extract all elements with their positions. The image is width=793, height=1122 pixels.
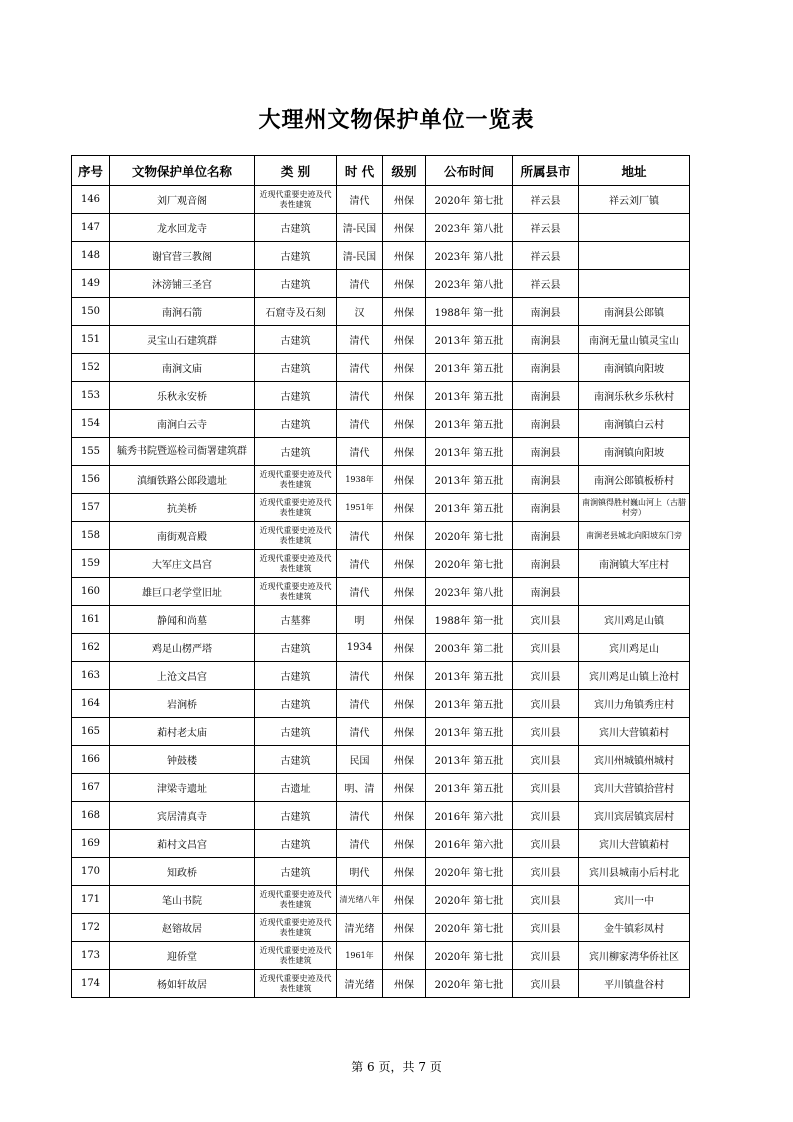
table-row — [72, 606, 690, 634]
cell-index: 173 — [72, 942, 110, 970]
cell-level: 州保 — [383, 522, 426, 550]
column-header: 地址 — [579, 156, 690, 186]
cell-type: 古建筑 — [255, 746, 337, 774]
cell-addr: 南涧镇向阳坡 — [579, 354, 690, 382]
cell-index: 148 — [72, 242, 110, 270]
cell-index: 155 — [72, 438, 110, 466]
table-row — [72, 578, 690, 606]
cell-name: 静闻和尚墓 — [110, 606, 255, 634]
cell-era: 明、清 — [337, 774, 383, 802]
column-header: 所属县市 — [513, 156, 579, 186]
cell-era: 汉 — [337, 298, 383, 326]
cell-type: 古遗址 — [255, 774, 337, 802]
cell-era: 清代 — [337, 830, 383, 858]
cell-index: 149 — [72, 270, 110, 298]
cell-type: 古建筑 — [255, 802, 337, 830]
cell-level: 州保 — [383, 802, 426, 830]
cell-era: 清代 — [337, 718, 383, 746]
cell-index: 150 — [72, 298, 110, 326]
cell-index: 161 — [72, 606, 110, 634]
cell-county: 宾川县 — [513, 914, 579, 942]
cell-index: 169 — [72, 830, 110, 858]
cell-date: 2020年 第七批 — [426, 970, 513, 998]
cell-date: 2020年 第七批 — [426, 942, 513, 970]
cell-type: 近现代重要史迹及代表性建筑 — [255, 186, 337, 214]
cell-type: 近现代重要史迹及代表性建筑 — [255, 914, 337, 942]
cell-county: 南涧县 — [513, 438, 579, 466]
table-row — [72, 242, 690, 270]
cell-date: 2023年 第八批 — [426, 578, 513, 606]
cell-level: 州保 — [383, 634, 426, 662]
column-header: 类 别 — [255, 156, 337, 186]
cell-county: 宾川县 — [513, 886, 579, 914]
cell-addr: 南涧无量山镇灵宝山 — [579, 326, 690, 354]
table-row — [72, 914, 690, 942]
cell-county: 宾川县 — [513, 970, 579, 998]
cell-level: 州保 — [383, 606, 426, 634]
table-row — [72, 634, 690, 662]
cell-date: 2003年 第二批 — [426, 634, 513, 662]
cell-level: 州保 — [383, 270, 426, 298]
cell-county: 宾川县 — [513, 718, 579, 746]
cell-type: 古建筑 — [255, 438, 337, 466]
cell-addr: 宾川大营镇萂村 — [579, 718, 690, 746]
cell-county: 宾川县 — [513, 690, 579, 718]
cell-date: 2013年 第五批 — [426, 438, 513, 466]
column-header: 级别 — [383, 156, 426, 186]
cell-type: 古建筑 — [255, 410, 337, 438]
cell-level: 州保 — [383, 942, 426, 970]
cell-index: 153 — [72, 382, 110, 410]
cell-date: 2013年 第五批 — [426, 354, 513, 382]
cell-type: 古建筑 — [255, 214, 337, 242]
cell-addr: 宾川鸡足山镇 — [579, 606, 690, 634]
cell-date: 2020年 第七批 — [426, 550, 513, 578]
cell-date: 2013年 第五批 — [426, 494, 513, 522]
cell-name: 龙水回龙寺 — [110, 214, 255, 242]
cell-name: 抗美桥 — [110, 494, 255, 522]
cell-addr: 宾川鸡足山镇上沧村 — [579, 662, 690, 690]
cell-type: 古建筑 — [255, 858, 337, 886]
cell-county: 南涧县 — [513, 354, 579, 382]
cell-name: 雄巨口老学堂旧址 — [110, 578, 255, 606]
cell-era: 清代 — [337, 578, 383, 606]
table-row — [72, 550, 690, 578]
table-row — [72, 382, 690, 410]
cell-addr: 宾川大营镇拾营村 — [579, 774, 690, 802]
table-row — [72, 466, 690, 494]
cell-addr: 宾川大营镇萂村 — [579, 830, 690, 858]
cell-name: 知政桥 — [110, 858, 255, 886]
cell-addr: 宾川县城南小后村北 — [579, 858, 690, 886]
cell-era: 清代 — [337, 438, 383, 466]
cell-date: 2020年 第七批 — [426, 186, 513, 214]
cell-addr — [579, 578, 690, 606]
cell-addr — [579, 214, 690, 242]
cell-type: 近现代重要史迹及代表性建筑 — [255, 550, 337, 578]
cell-date: 2013年 第五批 — [426, 410, 513, 438]
cell-county: 宾川县 — [513, 774, 579, 802]
cell-level: 州保 — [383, 550, 426, 578]
cell-addr — [579, 270, 690, 298]
cell-name: 南涧文庙 — [110, 354, 255, 382]
cell-era: 清代 — [337, 354, 383, 382]
cell-date: 2020年 第七批 — [426, 914, 513, 942]
cell-index: 168 — [72, 802, 110, 830]
cell-level: 州保 — [383, 186, 426, 214]
cell-type: 古墓葬 — [255, 606, 337, 634]
cell-county: 南涧县 — [513, 494, 579, 522]
cell-county: 宾川县 — [513, 634, 579, 662]
cell-county: 宾川县 — [513, 606, 579, 634]
cell-county: 南涧县 — [513, 410, 579, 438]
cell-level: 州保 — [383, 438, 426, 466]
cell-addr: 南涧公郎镇板桥村 — [579, 466, 690, 494]
cell-level: 州保 — [383, 914, 426, 942]
cell-name: 刘厂观音阁 — [110, 186, 255, 214]
cell-date: 2013年 第五批 — [426, 774, 513, 802]
cell-name: 岩涧桥 — [110, 690, 255, 718]
cell-county: 南涧县 — [513, 550, 579, 578]
cell-county: 祥云县 — [513, 214, 579, 242]
table-row — [72, 858, 690, 886]
cell-level: 州保 — [383, 718, 426, 746]
cell-era: 清代 — [337, 326, 383, 354]
cell-era: 清-民国 — [337, 214, 383, 242]
table-row — [72, 970, 690, 998]
cell-index: 166 — [72, 746, 110, 774]
cell-type: 古建筑 — [255, 662, 337, 690]
cell-level: 州保 — [383, 578, 426, 606]
table-row — [72, 802, 690, 830]
cell-era: 民国 — [337, 746, 383, 774]
cell-index: 147 — [72, 214, 110, 242]
cell-date: 2023年 第八批 — [426, 214, 513, 242]
cell-addr: 南涧县公郎镇 — [579, 298, 690, 326]
column-header: 时 代 — [337, 156, 383, 186]
table-row — [72, 662, 690, 690]
cell-level: 州保 — [383, 690, 426, 718]
cell-level: 州保 — [383, 858, 426, 886]
cell-name: 鸡足山楞严塔 — [110, 634, 255, 662]
cell-addr: 南涧镇白云村 — [579, 410, 690, 438]
cell-name: 杨如轩故居 — [110, 970, 255, 998]
cell-level: 州保 — [383, 494, 426, 522]
cell-era: 明代 — [337, 858, 383, 886]
cell-level: 州保 — [383, 466, 426, 494]
cell-type: 古建筑 — [255, 634, 337, 662]
cell-county: 祥云县 — [513, 270, 579, 298]
cell-addr: 南涧镇向阳坡 — [579, 438, 690, 466]
table-row — [72, 718, 690, 746]
table-row — [72, 214, 690, 242]
cell-name: 乐秋永安桥 — [110, 382, 255, 410]
table-row — [72, 270, 690, 298]
cell-date: 2023年 第八批 — [426, 242, 513, 270]
cell-index: 156 — [72, 466, 110, 494]
cell-era: 1961年 — [337, 942, 383, 970]
cell-level: 州保 — [383, 354, 426, 382]
cell-index: 157 — [72, 494, 110, 522]
cell-county: 祥云县 — [513, 186, 579, 214]
cell-era: 清代 — [337, 662, 383, 690]
cell-name: 钟鼓楼 — [110, 746, 255, 774]
cell-era: 清代 — [337, 410, 383, 438]
cell-county: 宾川县 — [513, 662, 579, 690]
table-row — [72, 326, 690, 354]
cell-era: 清代 — [337, 690, 383, 718]
cell-name: 津梁寺遗址 — [110, 774, 255, 802]
cell-era: 清光绪八年 — [337, 886, 383, 914]
cell-addr: 南涧老县城北向阳坡东门旁 — [579, 522, 690, 550]
cell-type: 石窟寺及石刻 — [255, 298, 337, 326]
cell-name: 南街观音殿 — [110, 522, 255, 550]
cell-addr: 宾川鸡足山 — [579, 634, 690, 662]
cell-type: 近现代重要史迹及代表性建筑 — [255, 886, 337, 914]
cell-index: 174 — [72, 970, 110, 998]
cell-name: 宾居清真寺 — [110, 802, 255, 830]
cell-index: 160 — [72, 578, 110, 606]
cell-name: 萂村老太庙 — [110, 718, 255, 746]
cell-era: 清代 — [337, 802, 383, 830]
cell-index: 146 — [72, 186, 110, 214]
cell-date: 2016年 第六批 — [426, 802, 513, 830]
cell-addr: 南涧镇得胜村巍山河上（古腊村旁） — [579, 494, 690, 522]
cell-addr: 宾川力角镇秀庄村 — [579, 690, 690, 718]
cell-date: 2016年 第六批 — [426, 830, 513, 858]
table-row — [72, 354, 690, 382]
cell-level: 州保 — [383, 382, 426, 410]
cell-addr: 平川镇盘谷村 — [579, 970, 690, 998]
cell-level: 州保 — [383, 410, 426, 438]
cell-date: 2013年 第五批 — [426, 382, 513, 410]
cell-name: 沐滂铺三圣宫 — [110, 270, 255, 298]
cell-type: 古建筑 — [255, 382, 337, 410]
cell-level: 州保 — [383, 970, 426, 998]
page-footer: 第 6 页，共 7 页 — [351, 1060, 442, 1074]
cell-date: 2013年 第五批 — [426, 690, 513, 718]
cell-name: 南涧白云寺 — [110, 410, 255, 438]
cell-index: 162 — [72, 634, 110, 662]
cell-name: 萂村文昌宫 — [110, 830, 255, 858]
cell-level: 州保 — [383, 774, 426, 802]
cell-addr: 南涧镇大军庄村 — [579, 550, 690, 578]
cell-addr — [579, 242, 690, 270]
cell-type: 古建筑 — [255, 326, 337, 354]
cell-date: 2023年 第八批 — [426, 270, 513, 298]
table-row — [72, 746, 690, 774]
cell-era: 清光绪 — [337, 970, 383, 998]
table-row — [72, 438, 690, 466]
cell-type: 近现代重要史迹及代表性建筑 — [255, 942, 337, 970]
table-row — [72, 830, 690, 858]
cell-era: 清-民国 — [337, 242, 383, 270]
cell-name: 迎侨堂 — [110, 942, 255, 970]
cell-date: 2020年 第七批 — [426, 522, 513, 550]
column-header: 序号 — [72, 156, 110, 186]
table-row — [72, 522, 690, 550]
cell-level: 州保 — [383, 886, 426, 914]
cell-type: 古建筑 — [255, 718, 337, 746]
cell-index: 172 — [72, 914, 110, 942]
cell-level: 州保 — [383, 298, 426, 326]
cell-county: 宾川县 — [513, 830, 579, 858]
cell-county: 宾川县 — [513, 942, 579, 970]
table-row — [72, 494, 690, 522]
cell-era: 清代 — [337, 382, 383, 410]
cell-county: 宾川县 — [513, 802, 579, 830]
cell-county: 南涧县 — [513, 578, 579, 606]
cell-name: 毓秀书院暨巡检司衙署建筑群 — [110, 438, 255, 466]
cell-type: 古建筑 — [255, 354, 337, 382]
cell-county: 南涧县 — [513, 326, 579, 354]
heritage-table — [71, 155, 690, 998]
cell-index: 163 — [72, 662, 110, 690]
cell-type: 古建筑 — [255, 242, 337, 270]
cell-date: 2013年 第五批 — [426, 662, 513, 690]
cell-type: 古建筑 — [255, 270, 337, 298]
cell-type: 近现代重要史迹及代表性建筑 — [255, 578, 337, 606]
cell-era: 清代 — [337, 550, 383, 578]
cell-date: 2020年 第七批 — [426, 886, 513, 914]
cell-name: 大军庄文昌宫 — [110, 550, 255, 578]
cell-index: 154 — [72, 410, 110, 438]
cell-era: 清光绪 — [337, 914, 383, 942]
table-row — [72, 298, 690, 326]
cell-era: 清代 — [337, 522, 383, 550]
cell-era: 清代 — [337, 270, 383, 298]
cell-addr: 南涧乐秋乡乐秋村 — [579, 382, 690, 410]
cell-addr: 金牛镇彩凤村 — [579, 914, 690, 942]
cell-date: 2013年 第五批 — [426, 326, 513, 354]
cell-name: 滇缅铁路公郎段遗址 — [110, 466, 255, 494]
cell-name: 谢官营三教阁 — [110, 242, 255, 270]
cell-county: 宾川县 — [513, 746, 579, 774]
cell-index: 151 — [72, 326, 110, 354]
cell-date: 2013年 第五批 — [426, 746, 513, 774]
cell-level: 州保 — [383, 214, 426, 242]
table-header-row — [72, 156, 690, 186]
table-row — [72, 690, 690, 718]
cell-addr: 宾川宾居镇宾居村 — [579, 802, 690, 830]
cell-date: 2013年 第五批 — [426, 466, 513, 494]
cell-type: 近现代重要史迹及代表性建筑 — [255, 494, 337, 522]
cell-index: 152 — [72, 354, 110, 382]
cell-county: 南涧县 — [513, 298, 579, 326]
cell-addr: 宾川州城镇州城村 — [579, 746, 690, 774]
cell-era: 1934 — [337, 634, 383, 662]
cell-addr: 宾川一中 — [579, 886, 690, 914]
cell-level: 州保 — [383, 746, 426, 774]
cell-county: 宾川县 — [513, 858, 579, 886]
cell-index: 164 — [72, 690, 110, 718]
table-row — [72, 410, 690, 438]
cell-date: 2013年 第五批 — [426, 718, 513, 746]
cell-addr: 祥云刘厂镇 — [579, 186, 690, 214]
cell-type: 近现代重要史迹及代表性建筑 — [255, 466, 337, 494]
cell-date: 1988年 第一批 — [426, 298, 513, 326]
cell-name: 上沧文昌宫 — [110, 662, 255, 690]
cell-index: 159 — [72, 550, 110, 578]
cell-date: 2020年 第七批 — [426, 858, 513, 886]
cell-county: 南涧县 — [513, 466, 579, 494]
cell-name: 笔山书院 — [110, 886, 255, 914]
cell-era: 1938年 — [337, 466, 383, 494]
cell-index: 167 — [72, 774, 110, 802]
column-header: 公布时间 — [426, 156, 513, 186]
cell-level: 州保 — [383, 242, 426, 270]
cell-era: 1951年 — [337, 494, 383, 522]
cell-index: 170 — [72, 858, 110, 886]
table-row — [72, 942, 690, 970]
cell-level: 州保 — [383, 326, 426, 354]
cell-index: 158 — [72, 522, 110, 550]
table-row — [72, 886, 690, 914]
cell-name: 赵镕故居 — [110, 914, 255, 942]
cell-addr: 宾川柳家湾华侨社区 — [579, 942, 690, 970]
cell-type: 古建筑 — [255, 830, 337, 858]
cell-index: 165 — [72, 718, 110, 746]
cell-type: 近现代重要史迹及代表性建筑 — [255, 522, 337, 550]
cell-name: 南涧石箭 — [110, 298, 255, 326]
column-header: 文物保护单位名称 — [110, 156, 255, 186]
cell-date: 1988年 第一批 — [426, 606, 513, 634]
cell-level: 州保 — [383, 830, 426, 858]
table-row — [72, 186, 690, 214]
table-row — [72, 774, 690, 802]
cell-index: 171 — [72, 886, 110, 914]
cell-name: 灵宝山石建筑群 — [110, 326, 255, 354]
cell-county: 祥云县 — [513, 242, 579, 270]
cell-era: 明 — [337, 606, 383, 634]
cell-type: 古建筑 — [255, 690, 337, 718]
cell-county: 南涧县 — [513, 382, 579, 410]
cell-era: 清代 — [337, 186, 383, 214]
page-title: 大理州文物保护单位一览表 — [258, 107, 535, 133]
cell-type: 近现代重要史迹及代表性建筑 — [255, 970, 337, 998]
cell-county: 南涧县 — [513, 522, 579, 550]
cell-level: 州保 — [383, 662, 426, 690]
